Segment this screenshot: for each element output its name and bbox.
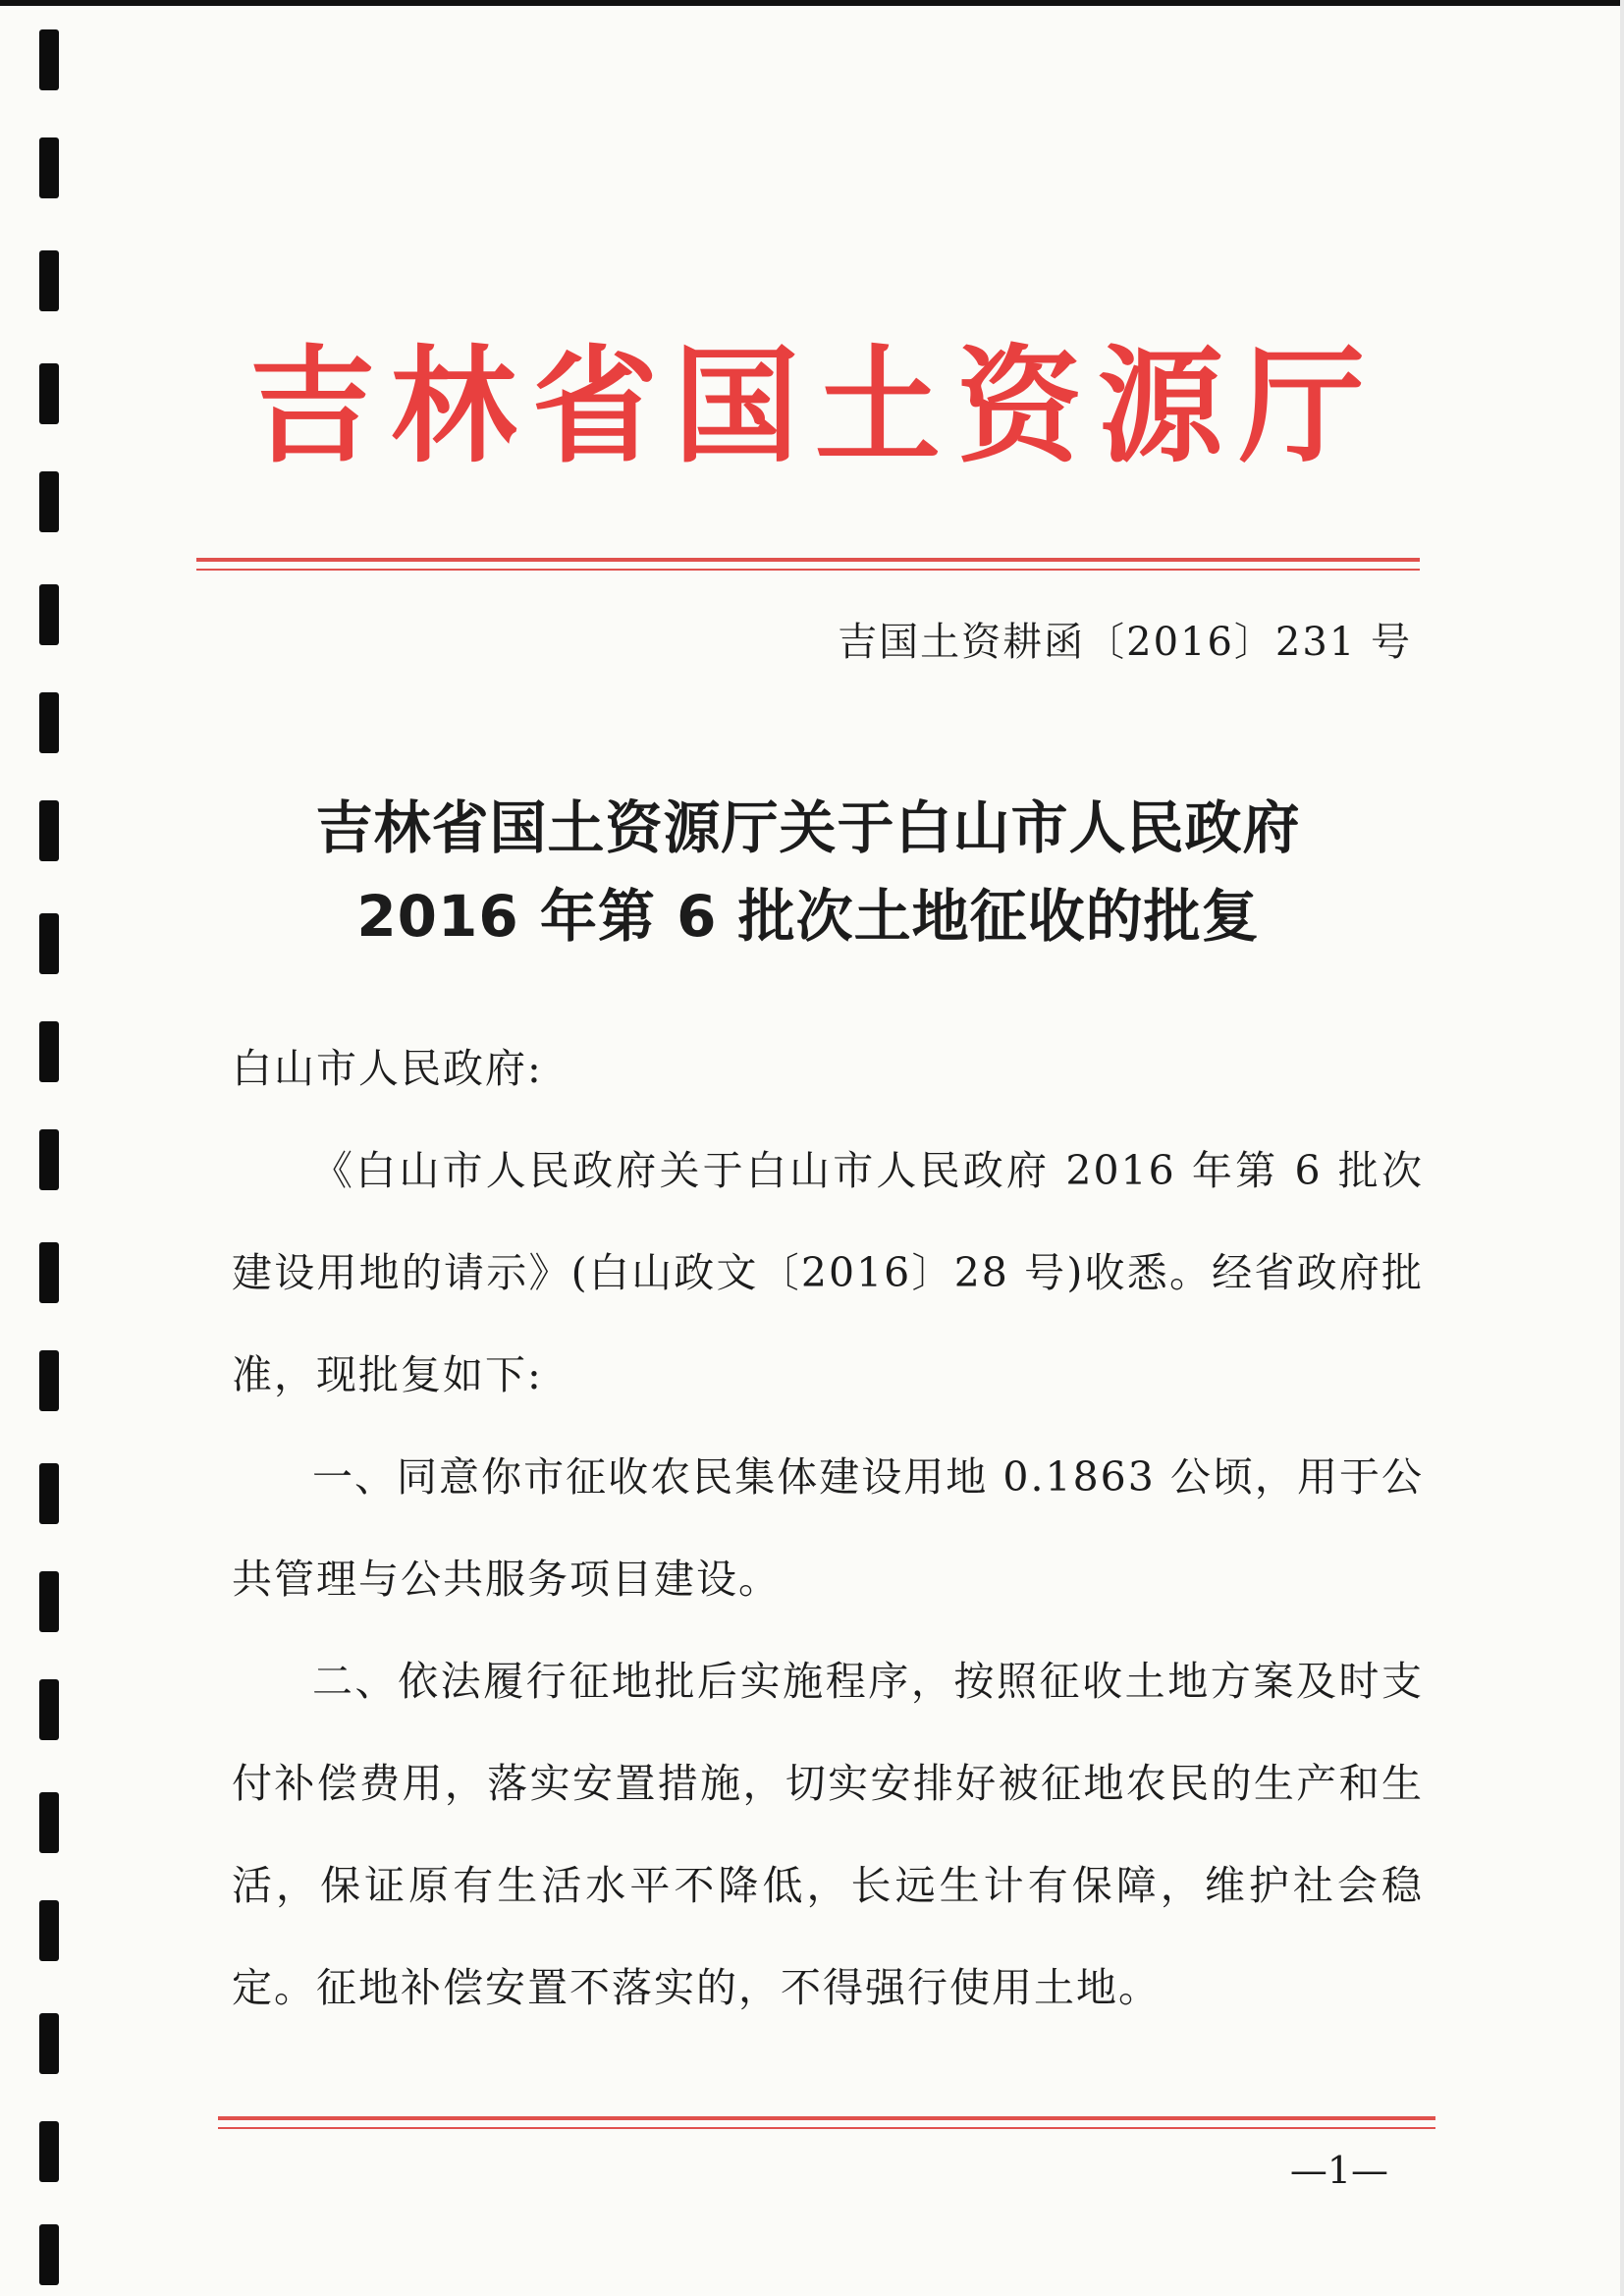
binding-mark (39, 1463, 59, 1524)
binding-mark (39, 692, 59, 753)
binding-mark (39, 471, 59, 532)
paragraph-item-2: 二、依法履行征地批后实施程序，按照征收土地方案及时支付补偿费用，落实安置措施，切实安排好被征地农民的生产和生活，保证原有生活水平不降低，长远生计有保障，维护社会稳定。征地补偿安置不落实的，不得强行使用土地。 (232, 1658, 1424, 2011)
binding-mark (39, 913, 59, 974)
binding-mark (39, 1021, 59, 1082)
page-right-edge (1620, 0, 1624, 2296)
footer-rule-top (218, 2116, 1435, 2120)
binding-mark (39, 1679, 59, 1740)
binding-holes (39, 0, 63, 2296)
header-rule-bottom (196, 569, 1420, 571)
binding-mark (39, 1129, 59, 1190)
paragraph-request: 《白山市人民政府关于白山市人民政府 2016 年第 6 批次建设用地的请示》(白山政文〔2016〕28 号)收悉。经省政府批准，现批复如下: (232, 1147, 1424, 1398)
binding-mark (39, 1350, 59, 1411)
document-title-line-1: 吉林省国土资源厅关于白山市人民政府 (315, 794, 1301, 861)
document-body (232, 1017, 1424, 2039)
binding-mark (39, 2121, 59, 2182)
binding-mark (39, 800, 59, 861)
binding-mark (39, 363, 59, 424)
document-number: 吉国土资耕函〔2016〕231 号 (838, 620, 1412, 665)
footer-rule-bottom (218, 2127, 1435, 2129)
binding-mark (39, 1792, 59, 1853)
binding-mark (39, 29, 59, 90)
binding-mark (39, 250, 59, 311)
binding-mark (39, 1900, 59, 1961)
page-top-edge (0, 0, 1624, 6)
binding-mark (39, 1242, 59, 1303)
page-number: —1— (1289, 2149, 1388, 2192)
masthead-title: 吉林省国土资源厅 (248, 333, 1380, 480)
document-title-line-2: 2016 年第 6 批次土地征收的批复 (356, 883, 1260, 950)
binding-mark (39, 2224, 59, 2285)
salutation: 白山市人民政府: (232, 1045, 543, 1092)
binding-mark (39, 584, 59, 645)
binding-mark (39, 137, 59, 198)
header-rule-top (196, 558, 1420, 562)
binding-mark (39, 1571, 59, 1632)
paragraph-item-1: 一、同意你市征收农民集体建设用地 0.1863 公顷，用于公共管理与公共服务项目建设。 (232, 1453, 1424, 1603)
binding-mark (39, 2013, 59, 2074)
